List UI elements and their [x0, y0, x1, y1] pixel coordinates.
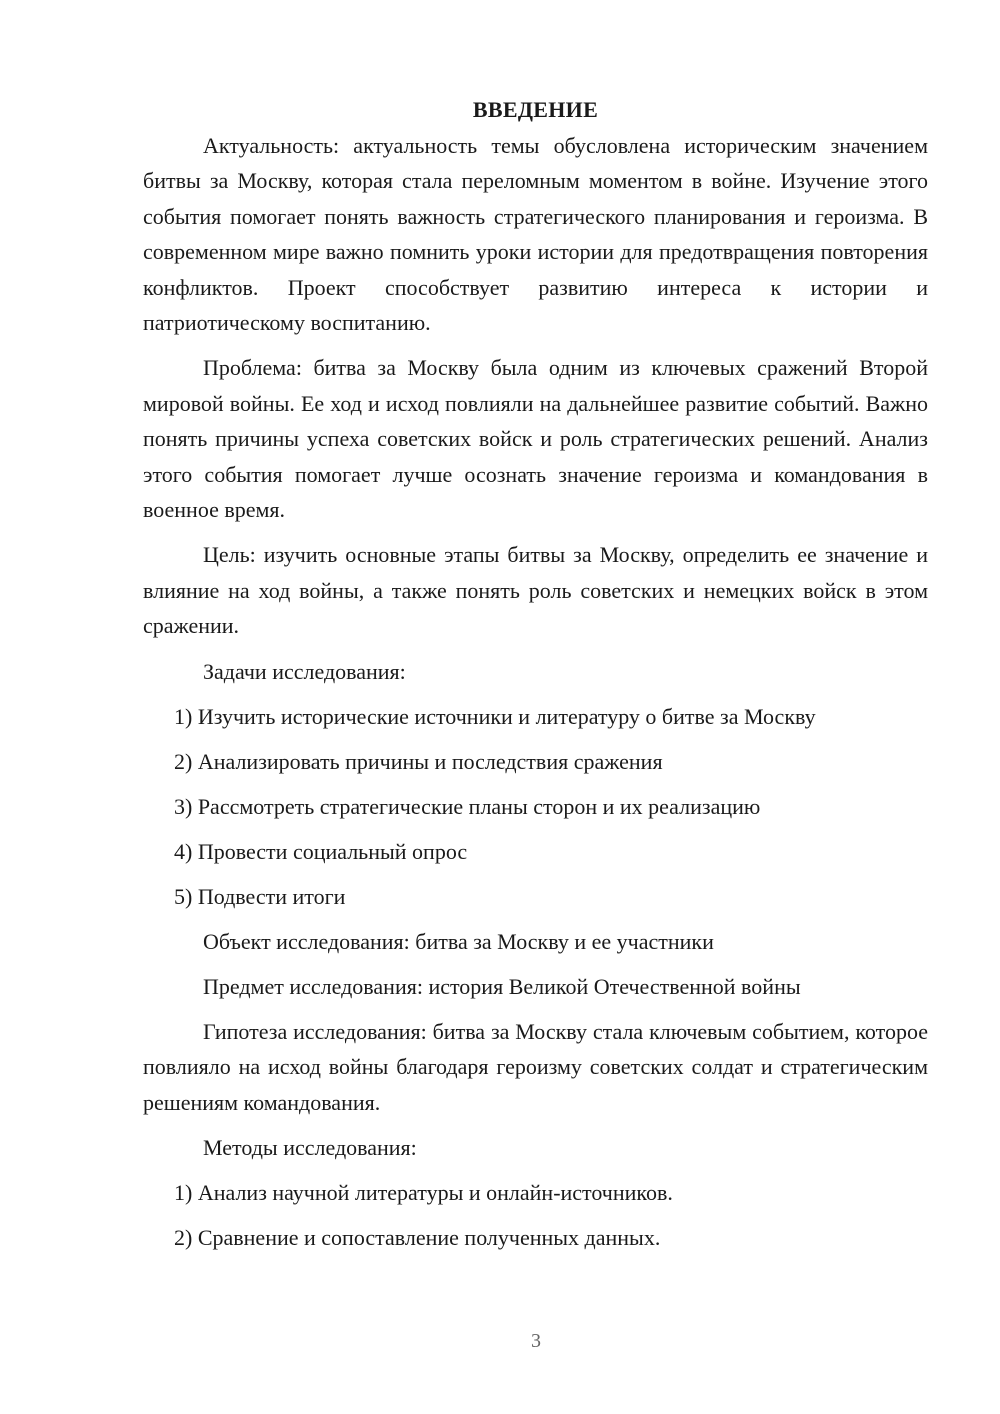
document-page [143, 92, 928, 1255]
section-heading: ВВЕДЕНИЕ [472, 97, 599, 122]
page-number: 3 [531, 1330, 541, 1352]
task-item-3: 3) Рассмотреть стратегические планы сторон и их реализацию [174, 793, 761, 819]
tasks-title: Задачи исследования: [203, 658, 406, 684]
research-object: Объект исследования: битва за Москву и ее участники [203, 928, 714, 954]
task-item-5: 5) Подвести итоги [174, 883, 346, 909]
method-item-2: 2) Сравнение и сопоставление полученных данных. [174, 1224, 661, 1250]
task-item-2: 2) Анализировать причины и последствия сражения [174, 748, 663, 774]
paragraph-goal: Цель: изучить основные этапы битвы за Москву, определить ее значение и влияние на ход войны, а также понять роль советских и немецких войск в этом сражении. [143, 542, 928, 639]
task-item-4: 4) Провести социальный опрос [174, 838, 468, 864]
paragraph-hypothesis: Гипотеза исследования: битва за Москву стала ключевым событием, которое повлияло на исход войны благодаря героизму советских солдат и стратегическим решениям командования. [143, 1018, 928, 1115]
research-subject: Предмет исследования: история Великой Отечественной войны [203, 973, 801, 999]
task-item-1: 1) Изучить исторические источники и литературу о битве за Москву [174, 703, 816, 729]
method-item-1: 1) Анализ научной литературы и онлайн-источников. [174, 1179, 673, 1205]
paragraph-problem: Проблема: битва за Москву была одним из ключевых сражений Второй мировой войны. Ее ход и исход повлияли на дальнейшее развитие событий. Важно понять причины успеха советских войск и роль стратегических решений. Анализ этого события помогает лучше осознать значение героизма и командования в военное время. [143, 355, 928, 523]
methods-title: Методы исследования: [203, 1134, 417, 1160]
paragraph-relevance: Актуальность: актуальность темы обусловлена историческим значением битвы за Москву, которая стала переломным моментом в войне. Изучение этого события помогает понять важность стратегического планирования и героизма. В современном мире важно помнить уроки истории для предотвращения повторения конфликтов. Проект способствует развитию интереса к истории и патриотическому воспитанию. [143, 133, 928, 336]
